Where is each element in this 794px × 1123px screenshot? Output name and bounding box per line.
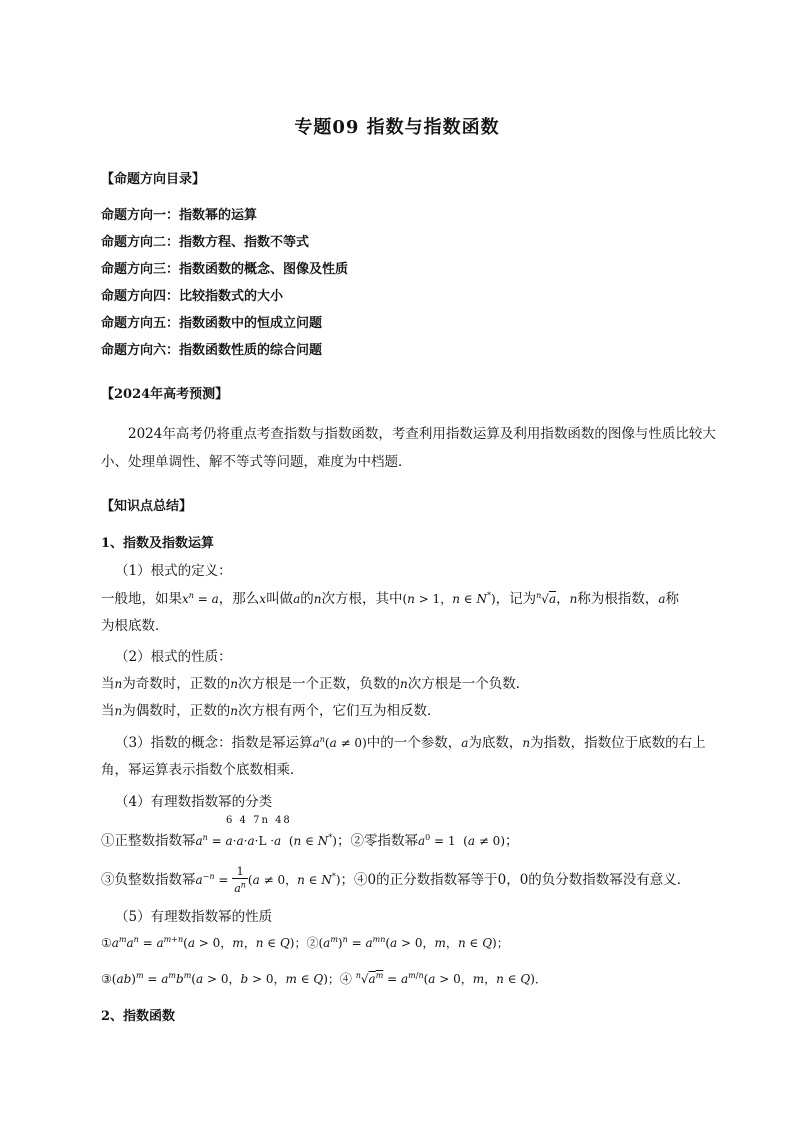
p3-line-1: （3）指数的概念：指数是幂运算$a^n(a \ne 0)$中的一个参数，a为底数，n为指数，指数位于底数的右上 bbox=[115, 735, 706, 751]
page-title: 专题09 指数与指数函数 bbox=[294, 117, 500, 138]
p2-line-2: 当n为偶数时，正数的n次方根有两个，它们互为相反数． bbox=[101, 703, 441, 719]
directory-item-2: 命题方向二：指数方程、指数不等式 bbox=[101, 235, 310, 250]
p4-title: （4）有理数指数幂的分类 bbox=[115, 794, 273, 810]
directory-heading: 【命题方向目录】 bbox=[101, 172, 206, 187]
section-2-title: 2、指数函数 bbox=[101, 1009, 176, 1024]
directory-item-5: 命题方向五：指数函数中的恒成立问题 bbox=[101, 316, 323, 331]
directory-item-4: 命题方向四：比较指数式的大小 bbox=[101, 289, 284, 304]
forecast-heading: 【2024年高考预测】 bbox=[101, 387, 229, 402]
directory-item-1: 命题方向一：指数幂的运算 bbox=[101, 208, 258, 223]
summary-heading: 【知识点总结】 bbox=[101, 499, 193, 514]
p1-title: （1）根式的定义： bbox=[115, 563, 232, 579]
p2-title: （2）根式的性质： bbox=[115, 649, 232, 665]
section-1-title: 1、指数及指数运算 bbox=[101, 536, 215, 551]
p5-line-1: $①a^ma^n = a^{m+n}(a > 0$，m，n ∈ Q)；$②(a^m)^n = a^{mn}(a > 0$，m，n ∈ Q)； bbox=[101, 935, 509, 950]
p5-title: （5）有理数指数幂的性质 bbox=[115, 909, 273, 925]
p1-line: 一般地，如果$x^n = a$，那么x叫做a的n次方根，其中(n > 1，n ∈ N*)，记为$^n$√a，n称为根指数，a称 bbox=[101, 591, 679, 607]
p2-line-1: 当n为奇数时，正数的n次方根是一个正数，负数的n次方根是一个负数． bbox=[101, 676, 530, 692]
directory-item-3: 命题方向三：指数函数的概念、图像及性质 bbox=[101, 262, 349, 277]
p4-line-1: ①正整数指数幂$a^n = a\cdot a\cdot a\cdot L \cdot a$ (n ∈ N*)；②零指数幂$a^0 = 1$ (a ≠ 0)； bbox=[101, 833, 519, 849]
p1-line-2: 为根底数． bbox=[101, 618, 169, 634]
p3-line-2: 角，幂运算表示指数个底数相乘． bbox=[101, 762, 304, 778]
p4-line-2: ③负整数指数幂$a^{-n}$ = $\frac{1}{a^n}$ (a ≠ 0，n ∈ N*)；④0的正分数指数幂等于0，0的负分数指数幂没有意义． bbox=[101, 865, 691, 895]
forecast-text: 2024年高考仍将重点考查指数与指数函数，考查利用指数运算及利用指数函数的图像与性质比较大小、处理单调性、解不等式等问题，难度为中档题． bbox=[101, 426, 716, 470]
directory-item-6: 命题方向六：指数函数性质的综合问题 bbox=[101, 343, 323, 358]
brace-annotation: 6 4 7n 48 bbox=[226, 815, 292, 826]
p5-line-2: ③(ab)$^m$ = $a^mb^m(a > 0$，b > 0，m ∈ Q)；④ $^n√a^m = a^{m/n}(a > 0$，m，n ∈ Q)． bbox=[101, 971, 547, 986]
